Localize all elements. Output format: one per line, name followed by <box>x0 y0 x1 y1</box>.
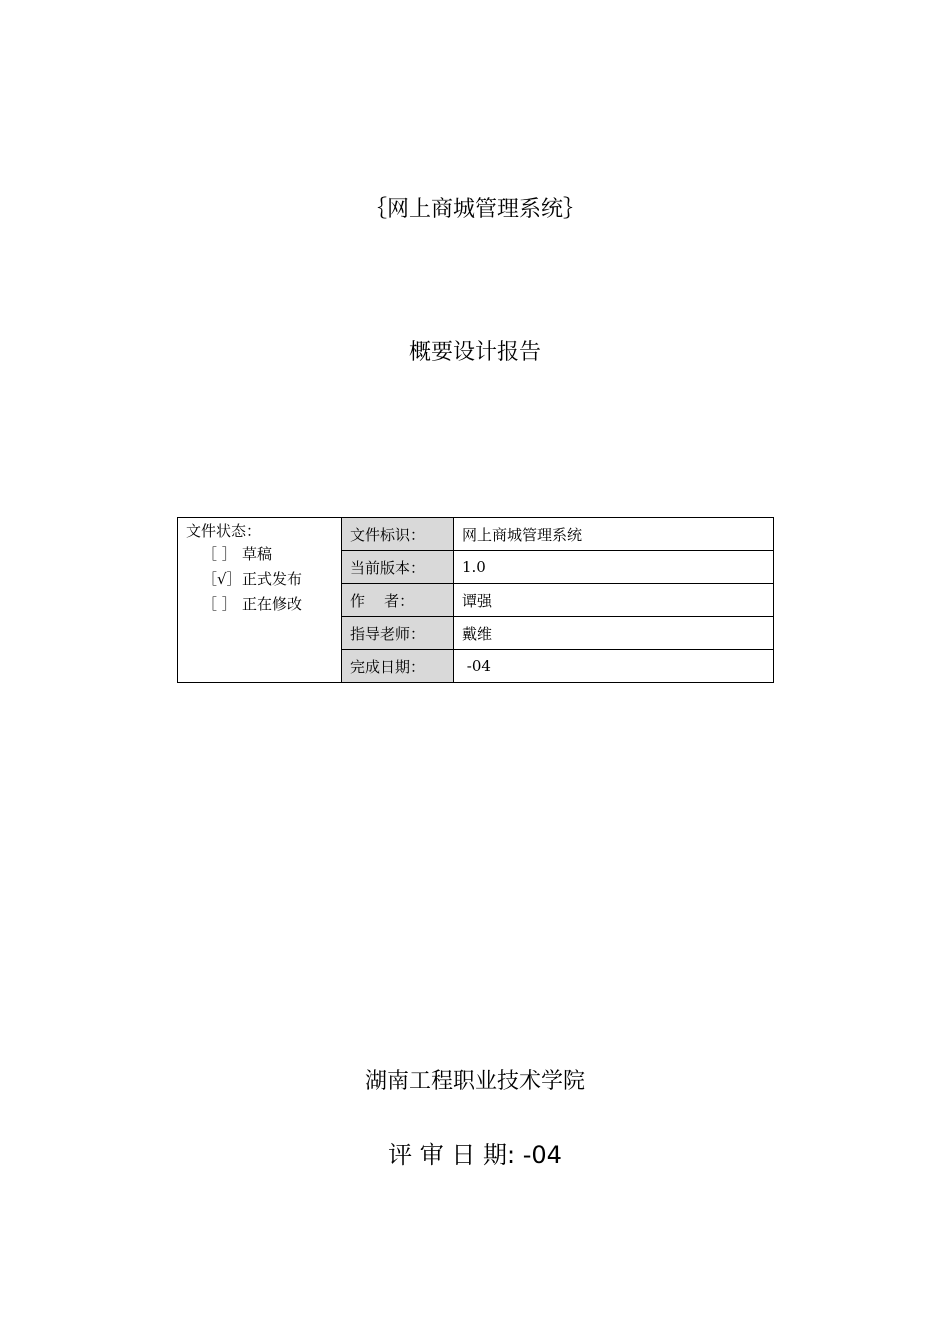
file-id-label: 文件标识： <box>342 518 454 551</box>
status-option-draft <box>186 542 333 567</box>
status-option-published <box>186 567 333 592</box>
file-status-cell <box>178 518 342 683</box>
author-value: 谭强 <box>454 584 774 617</box>
status-checkbox: ［ ］ <box>202 545 237 563</box>
file-status-heading: 文件状态： <box>186 522 262 540</box>
advisor-value: 戴维 <box>454 617 774 650</box>
review-date-label: 评 审 日 期: <box>388 1141 516 1169</box>
status-option-revising <box>186 592 333 617</box>
file-id-value: 网上商城管理系统 <box>454 518 774 551</box>
author-label: 作 者： <box>342 584 454 617</box>
version-label: 当前版本： <box>342 551 454 584</box>
version-value: 1.0 <box>454 551 774 584</box>
advisor-label: 指导老师： <box>342 617 454 650</box>
project-title: ｛网上商城管理系统｝ <box>364 197 585 222</box>
report-title: 概要设计报告 <box>408 340 541 365</box>
document-info-table <box>177 517 774 683</box>
table-row <box>178 518 774 551</box>
status-option-label: 草稿 <box>242 545 273 563</box>
completion-date-value: -04 <box>454 650 774 683</box>
review-date <box>0 1138 950 1172</box>
status-checkbox: ［ ］ <box>202 595 237 613</box>
status-option-label: 正在修改 <box>242 595 303 613</box>
institution-name: 湖南工程职业技术学院 <box>364 1069 585 1094</box>
status-option-label: 正式发布 <box>242 570 303 588</box>
review-date-value: -04 <box>522 1141 562 1169</box>
status-checkbox: ［√］ <box>202 570 242 588</box>
completion-date-label: 完成日期： <box>342 650 454 683</box>
